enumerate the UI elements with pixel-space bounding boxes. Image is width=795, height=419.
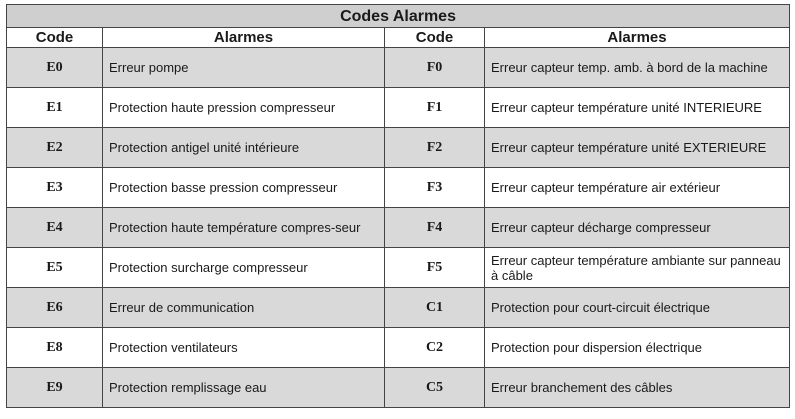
table-row <box>7 128 790 168</box>
alarm-code: C2 <box>385 328 485 368</box>
table-row <box>7 168 790 208</box>
table-row <box>7 248 790 288</box>
header-code-right: Code <box>385 28 485 48</box>
alarm-code: F3 <box>385 168 485 208</box>
alarm-code: F1 <box>385 88 485 128</box>
alarm-description: Erreur capteur température air extérieur <box>485 168 790 208</box>
alarm-code: E0 <box>7 48 103 88</box>
alarm-code: C5 <box>385 368 485 408</box>
alarm-code: F0 <box>385 48 485 88</box>
alarm-description: Protection ventilateurs <box>103 328 385 368</box>
header-alarmes-right: Alarmes <box>485 28 790 48</box>
alarm-description: Erreur capteur température unité EXTERIEURE <box>485 128 790 168</box>
alarm-description: Protection basse pression compresseur <box>103 168 385 208</box>
alarm-code: F5 <box>385 248 485 288</box>
alarm-code: C1 <box>385 288 485 328</box>
alarm-description: Erreur capteur température ambiante sur panneau à câble <box>485 248 790 288</box>
alarm-description: Protection haute température compres-seur <box>103 208 385 248</box>
alarm-description: Erreur capteur décharge compresseur <box>485 208 790 248</box>
header-alarmes-left: Alarmes <box>103 28 385 48</box>
alarm-description: Protection pour court-circuit électrique <box>485 288 790 328</box>
alarm-description: Protection pour dispersion électrique <box>485 328 790 368</box>
table-title: Codes Alarmes <box>7 5 790 28</box>
alarm-description: Protection remplissage eau <box>103 368 385 408</box>
alarm-description: Protection haute pression compresseur <box>103 88 385 128</box>
header-code-left: Code <box>7 28 103 48</box>
alarm-code: F2 <box>385 128 485 168</box>
alarm-code: E6 <box>7 288 103 328</box>
table-row <box>7 368 790 408</box>
alarm-code: E9 <box>7 368 103 408</box>
table-row <box>7 288 790 328</box>
alarm-code: E1 <box>7 88 103 128</box>
alarm-codes-table <box>6 4 790 408</box>
alarm-code: F4 <box>385 208 485 248</box>
alarm-description: Erreur branchement des câbles <box>485 368 790 408</box>
table-row <box>7 48 790 88</box>
alarm-code: E3 <box>7 168 103 208</box>
alarm-description: Erreur capteur température unité INTERIEURE <box>485 88 790 128</box>
alarm-code: E5 <box>7 248 103 288</box>
alarm-description: Erreur pompe <box>103 48 385 88</box>
alarm-code: E4 <box>7 208 103 248</box>
alarm-description: Erreur de communication <box>103 288 385 328</box>
alarm-description: Erreur capteur temp. amb. à bord de la machine <box>485 48 790 88</box>
table-row <box>7 208 790 248</box>
alarm-description: Protection antigel unité intérieure <box>103 128 385 168</box>
alarm-description: Protection surcharge compresseur <box>103 248 385 288</box>
alarm-code: E2 <box>7 128 103 168</box>
table-row <box>7 328 790 368</box>
table-row <box>7 88 790 128</box>
alarm-code: E8 <box>7 328 103 368</box>
